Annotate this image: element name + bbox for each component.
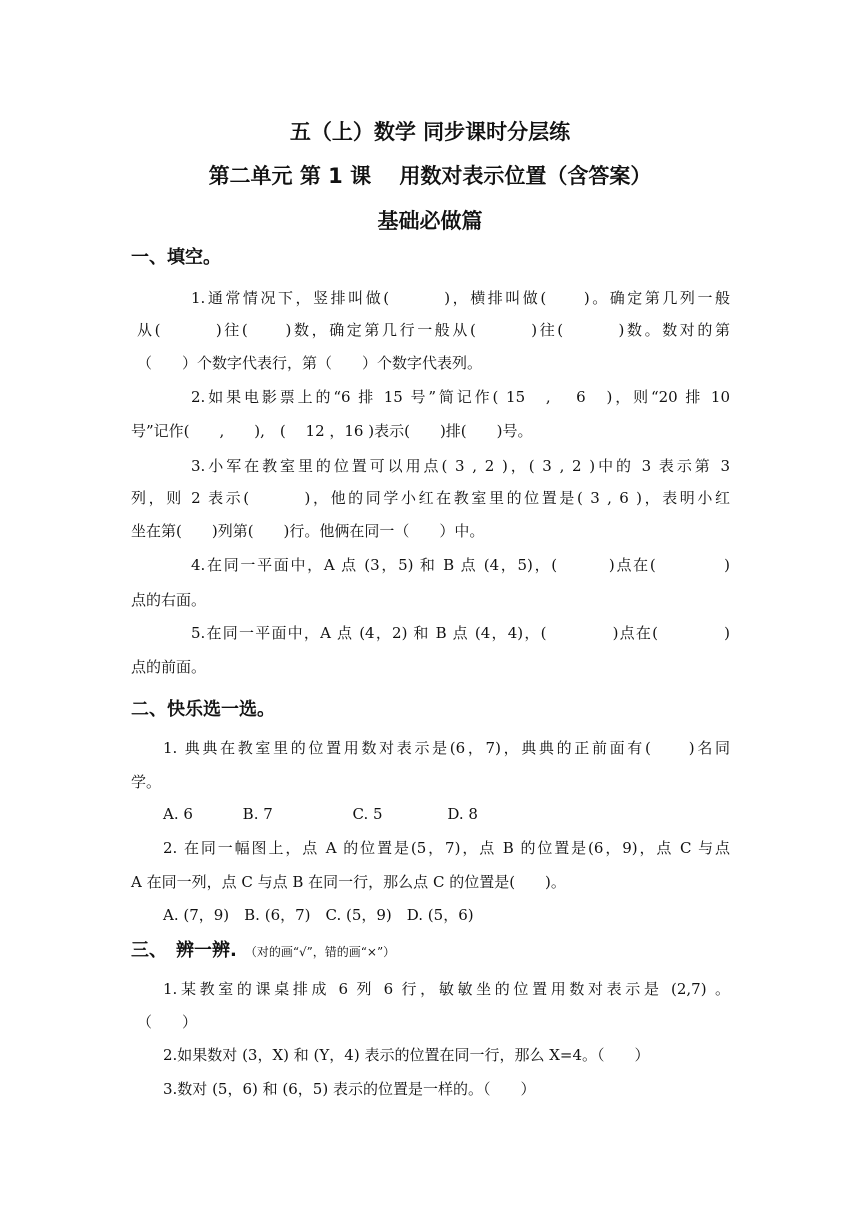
question-line: 5.在同一平面中，A 点 (4，2) 和 B 点 (4，4)，( )点在( ): [191, 624, 730, 642]
question-line: 1. 典典在教室里的位置用数对表示是(6，7)，典典的正前面有( )名同: [163, 739, 730, 757]
question-line: A 在同一列，点 C 与点 B 在同一行，那么点 C 的位置是( )。: [131, 873, 566, 891]
section-judge-note: （对的画“√”，错的画“×”）: [244, 945, 396, 959]
choice-options: A. 6 B. 7 C. 5 D. 8: [163, 805, 478, 823]
question-line: 3.小军在教室里的位置可以用点( 3 , 2 )，( 3 , 2 )中的 3 表示第 3: [191, 457, 730, 475]
section-choice-heading: 二、快乐选一选。: [131, 699, 275, 720]
question-line: （ ）: [137, 1013, 198, 1031]
question-line: 学。: [131, 773, 162, 791]
question-line: 1.某教室的课桌排成 6 列 6 行，敏敏坐的位置用数对表示是 (2,7) 。: [163, 980, 730, 998]
question-line: 3.数对 (5，6) 和 (6，5) 表示的位置是一样的。（ ）: [163, 1080, 536, 1098]
lesson-subtitle: 第二单元 第 1 课 用数对表示位置（含答案）: [208, 164, 652, 188]
question-line: 2. 在同一幅图上，点 A 的位置是(5，7)，点 B 的位置是(6，9)，点 C 与点: [163, 839, 730, 857]
section-judge-heading: [131, 936, 395, 962]
question-line: 从( )往( )数，确定第几行一般从( )往( )数。数对的第: [137, 321, 730, 339]
question-line: 2.如果电影票上的“6 排 15 号”简记作( 15 , 6 )，则“20 排 10: [191, 388, 730, 406]
section-fill-blank-heading: 一、填空。: [131, 247, 221, 268]
question-line: 2.如果数对 (3，X) 和 (Y，4) 表示的位置在同一行，那么 X=4。（ ）: [163, 1046, 650, 1064]
question-line: 列，则 2 表示( )，他的同学小红在教室里的位置是( 3 , 6 )，表明小红: [131, 489, 730, 507]
question-line: （ ）个数字代表行，第（ ）个数字代表列。: [137, 354, 483, 372]
question-line: 点的右面。: [131, 591, 207, 609]
question-line: 点的前面。: [131, 658, 207, 676]
question-line: 号”记作( , ), ( 12 ，16 )表示( )排( )号。: [131, 422, 533, 440]
choice-options: A. (7，9) B. (6，7) C. (5，9) D. (5，6): [163, 906, 474, 924]
question-line: 坐在第( )列第( )行。他俩在同一（ ）中。: [131, 522, 485, 540]
level-heading: 基础必做篇: [377, 209, 483, 233]
question-line: 1.通常情况下，竖排叫做( )，横排叫做( )。确定第几列一般: [191, 289, 730, 307]
worksheet-title: 五（上）数学 同步课时分层练: [289, 120, 571, 144]
section-judge-title: 三、 辨一辨.: [131, 940, 237, 961]
question-line: 4.在同一平面中，A 点 (3，5) 和 B 点 (4，5)，( )点在( ): [191, 556, 730, 574]
